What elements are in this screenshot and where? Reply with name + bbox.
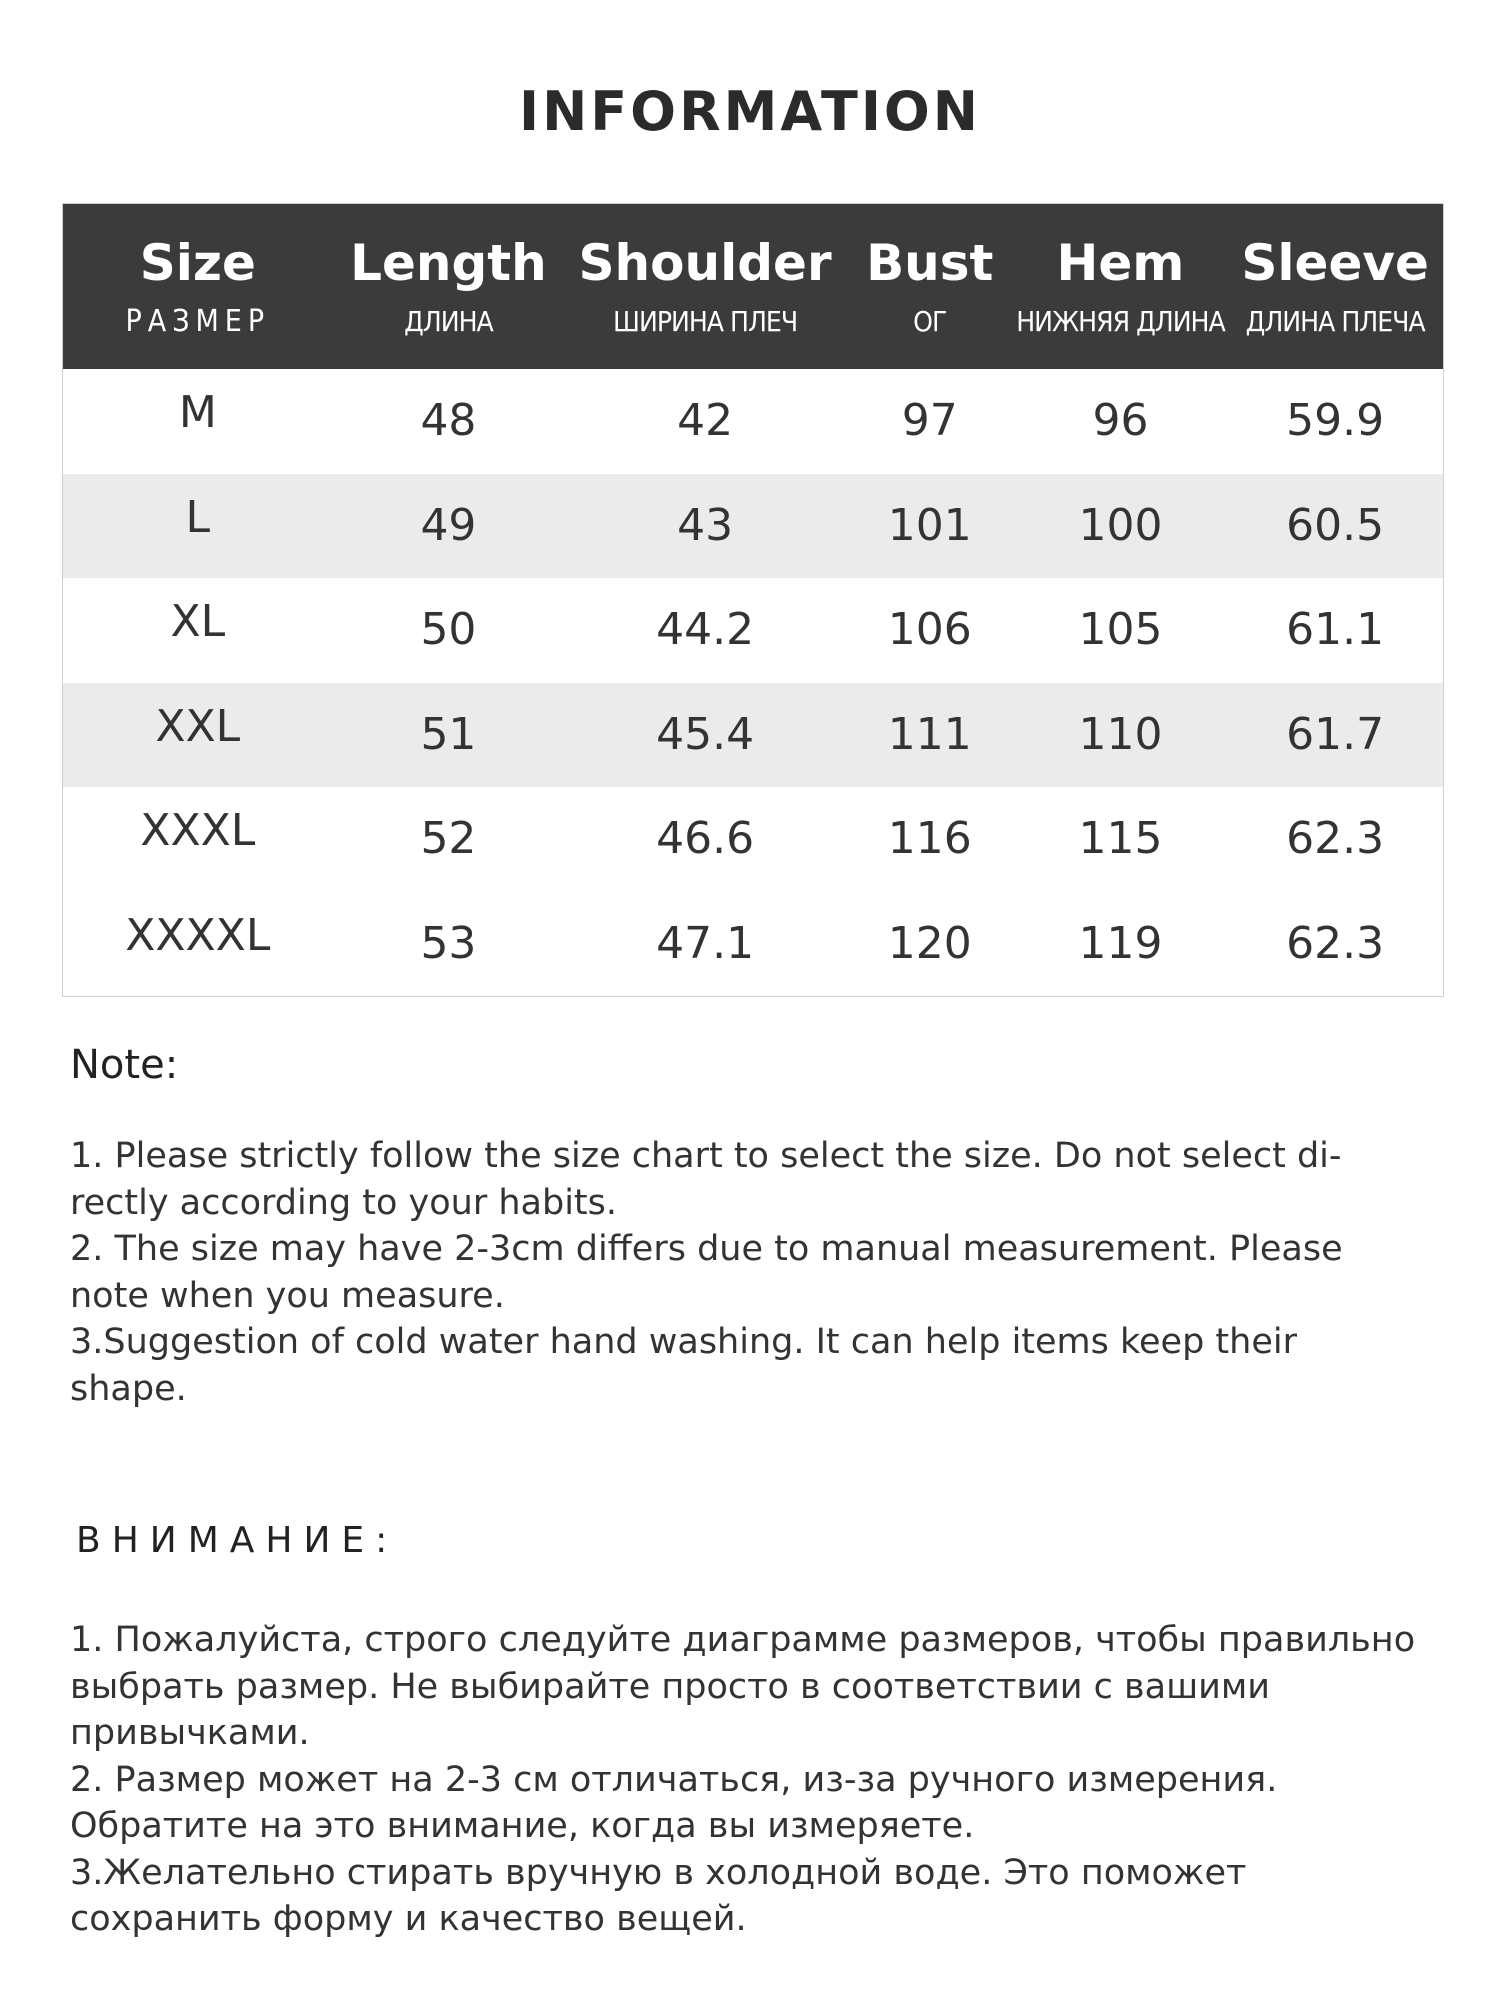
cell-length: 53 bbox=[420, 917, 477, 969]
table-row bbox=[63, 369, 1443, 474]
notice-ru-heading: ВНИМАНИЕ: bbox=[76, 1520, 399, 1561]
note-item: 1. Please strictly follow the size chart to select the size. Do not select di-rectly according to your habits. bbox=[70, 1136, 1342, 1223]
table-row bbox=[63, 892, 1443, 997]
cell-bust: 116 bbox=[887, 813, 972, 865]
cell-length: 49 bbox=[420, 499, 477, 551]
cell-sleeve: 62.3 bbox=[1286, 917, 1385, 969]
header-label-ru: ДЛИНА ПЛЕЧА bbox=[1245, 304, 1425, 338]
header-label-ru: НИЖНЯЯ ДЛИНА bbox=[1016, 304, 1225, 338]
cell-shoulder: 43 bbox=[677, 499, 734, 551]
cell-bust: 120 bbox=[887, 917, 972, 969]
cell-size: XXL bbox=[155, 700, 241, 752]
cell-length: 50 bbox=[420, 604, 477, 656]
header-label-en: Bust bbox=[866, 233, 994, 292]
cell-size: XXXL bbox=[140, 805, 256, 857]
cell-shoulder: 45.4 bbox=[656, 708, 755, 760]
cell-bust: 97 bbox=[901, 395, 958, 447]
cell-size: XL bbox=[170, 596, 226, 648]
header-label-ru: ОГ bbox=[913, 304, 947, 338]
cell-shoulder: 42 bbox=[677, 395, 734, 447]
header-label-ru: РАЗМЕР bbox=[125, 303, 271, 339]
cell-bust: 106 bbox=[887, 604, 972, 656]
table-row bbox=[63, 683, 1443, 788]
header-label-ru: ШИРИНА ПЛЕЧ bbox=[613, 304, 798, 338]
notice-ru-item: 2. Размер может на 2-3 см отличаться, из-за ручного измерения. Обратите на это внимание, когда вы измеряете. bbox=[70, 1759, 1278, 1846]
note-item: 3.Suggestion of cold water hand washing. It can help items keep their shape. bbox=[70, 1322, 1297, 1409]
header-label-en: Length bbox=[350, 233, 547, 292]
cell-hem: 96 bbox=[1092, 395, 1149, 447]
cell-length: 48 bbox=[420, 395, 477, 447]
cell-bust: 111 bbox=[887, 708, 972, 760]
table-row bbox=[63, 578, 1443, 683]
table-row bbox=[63, 787, 1443, 892]
cell-sleeve: 61.7 bbox=[1286, 708, 1385, 760]
cell-sleeve: 62.3 bbox=[1286, 813, 1385, 865]
cell-hem: 100 bbox=[1078, 499, 1163, 551]
header-label-en: Shoulder bbox=[578, 233, 832, 292]
note-list bbox=[70, 1133, 1410, 1412]
cell-shoulder: 44.2 bbox=[656, 604, 755, 656]
cell-length: 52 bbox=[420, 813, 477, 865]
notice-ru-list bbox=[70, 1617, 1430, 1943]
header-sleeve bbox=[1227, 204, 1443, 369]
table-row bbox=[63, 474, 1443, 579]
cell-size: XXXXL bbox=[125, 909, 271, 961]
table-header bbox=[63, 204, 1443, 369]
header-label-en: Sleeve bbox=[1241, 233, 1429, 292]
cell-size: M bbox=[178, 387, 217, 439]
header-label-ru: ДЛИНА bbox=[404, 304, 493, 338]
note-heading: Note: bbox=[70, 1042, 179, 1088]
cell-shoulder: 46.6 bbox=[656, 813, 755, 865]
header-size bbox=[63, 204, 333, 369]
note-item: 2. The size may have 2-3cm differs due to manual measurement. Please note when you measure. bbox=[70, 1229, 1343, 1316]
cell-size: L bbox=[185, 491, 211, 543]
cell-sleeve: 60.5 bbox=[1286, 499, 1385, 551]
cell-length: 51 bbox=[420, 708, 477, 760]
header-length bbox=[333, 204, 565, 369]
header-hem bbox=[1014, 204, 1228, 369]
notice-ru-item: 3.Желательно стирать вручную в холодной воде. Это поможет сохранить форму и качество вещей. bbox=[70, 1852, 1247, 1939]
header-bust bbox=[846, 204, 1014, 369]
notice-ru-item: 1. Пожалуйста, строго следуйте диаграмме размеров, чтобы правильно выбрать размер. Не выбирайте просто в соответствии с вашими привычками. bbox=[70, 1620, 1416, 1753]
cell-hem: 115 bbox=[1078, 813, 1163, 865]
header-shoulder bbox=[564, 204, 846, 369]
cell-hem: 110 bbox=[1078, 708, 1163, 760]
cell-hem: 119 bbox=[1078, 917, 1163, 969]
header-label-en: Hem bbox=[1056, 233, 1185, 292]
cell-sleeve: 59.9 bbox=[1286, 395, 1385, 447]
size-table bbox=[62, 203, 1444, 997]
cell-hem: 105 bbox=[1078, 604, 1163, 656]
cell-bust: 101 bbox=[887, 499, 972, 551]
header-label-en: Size bbox=[139, 233, 256, 292]
cell-shoulder: 47.1 bbox=[656, 917, 755, 969]
page-title: INFORMATION bbox=[518, 80, 982, 143]
cell-sleeve: 61.1 bbox=[1286, 604, 1385, 656]
